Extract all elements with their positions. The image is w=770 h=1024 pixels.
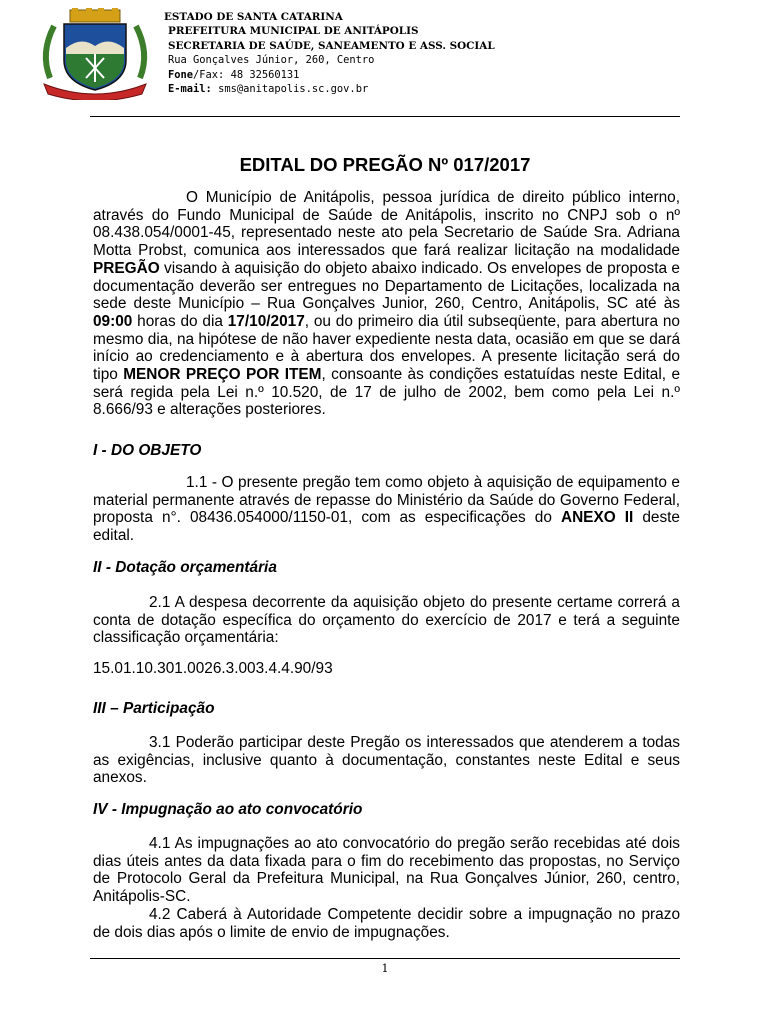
section-1-paragraph: [93, 474, 680, 545]
header-divider: [90, 116, 680, 117]
section-1-heading-number: I: [93, 442, 98, 459]
section-1-annex-ref: ANEXO II: [560, 509, 634, 527]
intro-bold-type: MENOR PREÇO POR ITEM: [123, 366, 322, 384]
phone-label: Fone: [168, 68, 194, 81]
email-label: E-mail:: [168, 83, 212, 96]
email-value[interactable]: sms@anitapolis.sc.gov.br: [218, 83, 369, 96]
intro-text-d: horas do dia: [132, 312, 228, 330]
intro-text-e: , ou do primeiro dia útil subseqüente, para abertura no mesmo dia, na hipótese de não haver expediente nesta data, ocasião em que se dará início ao credenciamento e à abertura dos envelopes. A presente licitação será do tipo: [93, 312, 680, 384]
section-3-heading: III – Participação: [93, 700, 215, 717]
secretariat-name: SECRETARIA DE SAÚDE, SANEAMENTO E ASS. SOCIAL: [168, 39, 495, 52]
section-2-heading: II - Dotação orçamentária: [93, 559, 277, 576]
section-1-text-c: deste edital.: [93, 509, 680, 545]
email-line: [164, 82, 495, 96]
section-3-paragraph: [93, 734, 680, 787]
state-name: ESTADO DE SANTA CATARINA: [164, 11, 343, 23]
section-4-heading: IV - Impugnação ao ato convocatório: [93, 801, 363, 818]
address-line: Rua Gonçalves Júnior, 260, Centro: [168, 54, 375, 67]
intro-bold-date: 17/10/2017: [227, 312, 305, 330]
section-1-text-a: 1.1 - O presente pregão tem como objeto à aquisição de equipamento e material permanente através de repasse do Ministério da Saúde do Governo Federal, proposta n°. 08436.054000/1150-01, com as especificações do: [93, 474, 680, 527]
section-1-heading: [93, 442, 201, 460]
intro-bold-time: 09:00: [93, 312, 133, 330]
section-1-heading-text: - DO OBJETO: [97, 442, 202, 459]
budget-classification-code: 15.01.10.301.0026.3.003.4.4.90/93: [93, 660, 333, 677]
document-title: EDITAL DO PREGÃO Nº 017/2017: [239, 154, 531, 175]
prefecture-name: PREFEITURA MUNICIPAL DE ANITÁPOLIS: [168, 25, 419, 38]
municipal-crest-logo: [36, 8, 154, 100]
intro-bold-modality: PREGÃO: [93, 259, 160, 277]
section-4-paragraphs: [93, 835, 680, 941]
letterhead: [164, 10, 495, 96]
footer-divider: [90, 958, 680, 959]
section-2-text: 2.1 A despesa decorrente da aquisição objeto do presente certame correrá a conta de dotação específica do orçamento do exercício de 2017 e terá a seguinte classificação orçamentária:: [93, 594, 680, 647]
intro-paragraph: [93, 189, 680, 419]
intro-text-a: O Município de Anitápolis, pessoa jurídica de direito público interno, através do Fundo Municipal de Saúde de Anitápolis, inscrito no CNPJ sob o nº 08.438.054/0001-45, representado neste ato pela Secretario de Saúde Sra. Adriana Motta Probst, comunica aos interessados que fará realizar licitação na modalidade: [93, 189, 680, 260]
section-4-2-text: 4.2 Caberá à Autoridade Competente decidir sobre a impugnação no prazo de dois dias após o limite de envio de impugnações.: [93, 905, 680, 941]
intro-text-f: , consoante às condições estatuídas neste Edital, e será regida pela Lei n.º 10.520, de 17 de julho de 2002, bem como pela Lei n.º 8.666/93 e alterações posteriores.: [93, 366, 681, 419]
phone-line: [164, 68, 495, 82]
phone-value: /Fax: 48 32560131: [193, 68, 300, 81]
section-2-paragraph: [93, 594, 680, 647]
intro-text-c: visando à aquisição do objeto abaixo indicado. Os envelopes de proposta e documentação deverão ser entregues no Departamento de Licitações, localizada na sede deste Município – Rua Gonçalves Junior, 260, Centro, Anitápolis, SC até às: [93, 259, 680, 313]
section-3-text: 3.1 Poderão participar deste Pregão os interessados que atenderem a todas as exigências, inclusive quanto à documentação, constantes neste Edital e seus anexos.: [93, 734, 680, 787]
section-4-1-text: 4.1 As impugnações ao ato convocatório do pregão serão recebidas até dois dias úteis antes da data fixada para o fim do recebimento das propostas, no Serviço de Protocolo Geral da Prefeitura Municipal, na Rua Gonçalves Júnior, 260, centro, Anitápolis-SC.: [93, 835, 680, 906]
page-number: 1: [381, 962, 389, 975]
